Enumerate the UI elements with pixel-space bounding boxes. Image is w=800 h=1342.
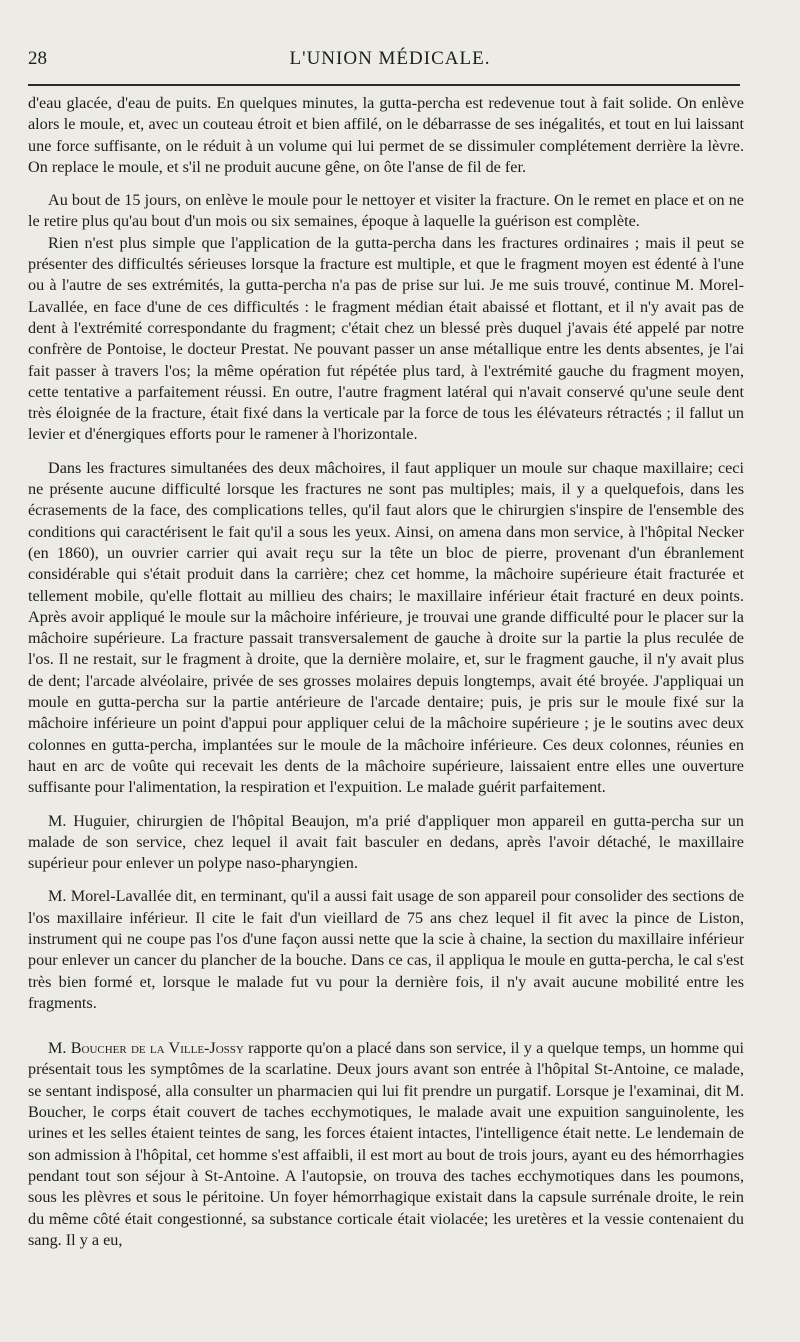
page-header [28, 48, 752, 76]
paragraph: M. Huguier, chirurgien de l'hôpital Beaujon, m'a prié d'appliquer mon appareil en gutta-percha sur un malade de son service, chez lequel il avait fait basculer en dedans, après l'avoir détaché, le maxillaire supérieur pour enlever un polype naso-pharyngien. [28, 811, 744, 873]
running-title: L'UNION MÉDICALE. [289, 48, 491, 69]
paragraph: Rien n'est plus simple que l'application de la gutta-percha dans les fractures ordinaires ; mais il peut se présenter des difficultés sérieuses lorsque la fracture est multiple, et que le fragment moyen est édenté à l'une ou à l'autre de ses extrémités, la gutta-percha n'a pas de prise sur lui. Je me suis trouvé, continue M. Morel-Lavallée, en face d'une de ces difficultés : le fragment médian était abaissé et flottant, et il n'y avait pas de dent à l'extrémité correspondante du fragment; c'était chez un blessé près duquel j'avais été appelé par notre confrère de Pontoise, le docteur Prestat. Ne pouvant passer un anse métallique entre les dents absentes, je l'ai fait passer à travers l'os; la même opération fut répétée plus tard, à l'extrémité gauche du fragment moyen, cette tentative a parfaitement réussi. En outre, l'autre fragment latéral qui n'avait conservé qu'une seule dent très éloignée de la fracture, était fixé dans la verticale par la force de tous les élévateurs rétractés ; il fallut un levier et d'énergiques efforts pour le ramener à l'horizontale. [28, 233, 744, 444]
paragraph: Dans les fractures simultanées des deux mâchoires, il faut appliquer un moule sur chaque maxillaire; ceci ne présente aucune difficulté lorsque les fractures ne sont pas multiples; mais, il y a quelquefois, dans les écrasements de la face, des complications telles, qu'il faut alors que le chirurgien s'inspire de l'ensemble des conditions qui caractérisent le fait qu'il a sous les yeux. Ainsi, on amena dans mon service, à l'hôpital Necker (en 1860), un ouvrier carrier qui avait reçu sur la tête un bloc de pierre, provenant d'un ébranlement considérable qui s'était produit dans la carrière; chez cet homme, la mâchoire supérieure était fracturée et tellement mobile, qu'elle flottait au millieu des chairs; le maxillaire inférieur était fracturé en deux points. Après avoir appliqué le moule sur la mâchoire inférieure, je trouvai une grande difficulté pour le placer sur la mâchoire supérieure. La fracture passait transversalement de gauche à droite sur la partie la plus reculée de l'os. Il ne restait, sur le fragment à droite, que la dernière molaire, et, sur le fragment gauche, il n'y avait plus de dent; l'arcade alvéolaire, privée de ses grosses molaires depuis longtemps, avait été broyée. J'appliquai un moule en gutta-percha sur la partie antérieure de l'arcade dentaire; puis, je pris sur le moule fixé sur la mâchoire inférieure un point d'appui pour appliquer celui de la mâchoire supérieure ; je le soutins avec deux colonnes en gutta-percha, implantées sur le moule de la mâchoire inférieure. Ces deux colonnes, réunies en haut en arc de voûte qui recevait les dents de la mâchoire supérieure, laissaient entre elles une ouverture suffisante pour l'alimentation, la respiration et l'expuition. Le malade guérit parfaitement. [28, 458, 744, 797]
paragraph: M. Morel-Lavallée dit, en terminant, qu'il a aussi fait usage de son appareil pour consolider des sections de l'os maxillaire inférieur. Il cite le fait d'un vieillard de 75 ans chez lequel il fit avec la pince de Liston, instrument qui ne coupe pas l'os d'une façon aussi nette que la scie à chaine, la section du maxillaire inférieur pour enlever un cancer du plancher de la bouche. Dans ce cas, il appliqua le moule en gutta-percha, le cal s'est très bien formé et, lorsque le malade fut vu pour la dernière fois, il n'y avait aucune mobilité entre les fragments. [28, 887, 744, 1012]
header-rule [28, 84, 740, 86]
page-number: 28 [28, 48, 47, 69]
paragraph-boucher [28, 1038, 744, 1251]
article-body [28, 93, 744, 1251]
speaker-name: M. Boucher de la Ville-Jossy [48, 1039, 244, 1058]
paragraph: d'eau glacée, d'eau de puits. En quelques minutes, la gutta-percha est redevenue tout à fait solide. On enlève alors le moule, et, avec un couteau étroit et bien affilé, on le débarrasse de ses inégalités, et tout en lui laissant une force suffisante, on le réduit à un volume qui lui permet de se dissimuler complétement derrière la lèvre. On replace le moule, et s'il ne produit aucune gêne, on ôte l'anse de fil de fer. [28, 94, 744, 176]
paragraph-text: rapporte qu'on a placé dans son service, il y a quelque temps, un homme qui présentait tous les symptômes de la scarlatine. Deux jours avant son entrée à l'hôpital St-Antoine, ce malade, se sentant indisposé, alla consulter un pharmacien qui lui fit prendre un purgatif. Lorsque je l'examinai, dit M. Boucher, le corps était couvert de taches ecchymotiques, le malade avait une expuition sanguinolente, les urines et les selles étaient teintes de sang, les forces étaient intactes, l'intelligence était nette. Le lendemain de son admission à l'hôpital, cet homme s'est affaibli, il est mort au bout de trois jours, ayant eu des hémorrhagies pendant tout son séjour à St-Antoine. A l'autopsie, on trouva des taches ecchymotiques dans les poumons, sous les plèvres et sous le péritoine. Un foyer hémorrhagique existait dans la capsule surrénale droite, le rein du même côté était congestionné, sa substance corticale était violacée; les uretères et la vessie contenaient du sang. Il y a eu, [28, 1039, 744, 1249]
paragraph: Au bout de 15 jours, on enlève le moule pour le nettoyer et visiter la fracture. On le remet en place et on ne le retire plus qu'au bout d'un mois ou six semaines, époque à laquelle la guérison est complète. [28, 191, 744, 231]
